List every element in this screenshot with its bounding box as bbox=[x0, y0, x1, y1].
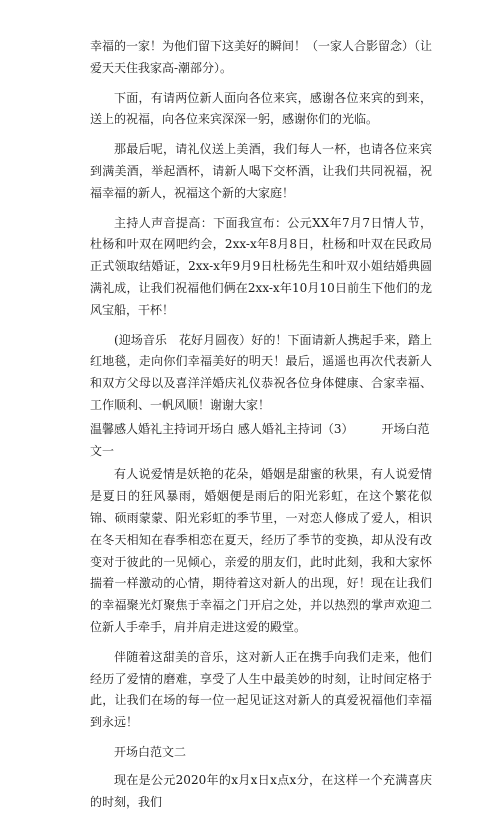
paragraph-family-photo: 幸福的一家！为他们留下这美好的瞬间！（一家人合影留念）（让爱天天住我家高-潮部分）。 bbox=[90, 39, 433, 75]
paragraph-opening-2: 伴随着这甜美的音乐，这对新人正在携手向我们走来，他们经历了爱情的磨难，享受了人生中最美妙的时刻，让时间定格于此，让我们在场的每一位一起见证这对新人的真爱祝福他们幸福到永远！ bbox=[90, 649, 432, 730]
paragraph-opening-1: 有人说爱情是妖艳的花朵，婚姻是甜蜜的秋果，有人说爱情是夏日的狂风暴雨，婚姻便是雨后的阳光彩虹，在这个繁花似锦、硕雨蒙蒙、阳光彩虹的季节里，一对恋人修成了爱人，相识在冬天相知在春季相恋在夏天，经历了季节的变换，却从没有改变对于彼此的一见倾心，亲爱的朋友们，此时此刻，我和大家怀揣着一样激动的心情，期待着这对新人的出现，好！现在让我们的幸福聚光灯聚焦于幸福之门开启之处，并以热烈的掌声欢迎二位新人手牵手，肩并肩走进这爱的殿堂。 bbox=[90, 467, 432, 634]
paragraph-toast: 那最后呢，请礼仪送上美酒，我们每人一杯，也请各位来宾到满美酒，举起酒杯，请新人喝下交杯酒，让我们共同祝福，祝福幸福的新人，祝福这个新的大家庭！ bbox=[90, 142, 432, 200]
paragraph-thank-guests: 下面，有请两位新人面向各位来宾，感谢各位来宾的到来，送上的祝福，向各位来宾深深一躬，感谢你们的光临。 bbox=[90, 90, 432, 127]
heading-subtitle: 开场白范文一 bbox=[90, 421, 430, 458]
section-title-2: 开场白范文二 bbox=[114, 744, 187, 759]
section-heading bbox=[90, 419, 432, 463]
heading-title: 温馨感人婚礼主持词开场白 感人婚礼主持词（3） bbox=[90, 421, 354, 436]
paragraph-announcement: 主持人声音提高：下面我宣布：公元XX年7月7日情人节，杜杨和叶双在网吧约会，2xx-x年8月8日，杜杨和叶双在民政局正式领取结婚证，2xx-x年9月9日杜杨先生和叶双小姐结婚典圆满礼成，让我们祝福他们俩在2xx-x年10月10日前生下他们的龙风宝船，干杯！ bbox=[90, 215, 432, 317]
paragraph-closing: (迎场音乐 花好月圆夜）好的！下面请新人携起手来，踏上红地毯，走向你们幸福美好的明天！最后，遥遥也再次代表新人和双方父母以及喜洋洋婚庆礼仪恭祝各位身体健康、合家幸福、工作顺利、一帆风顺！谢谢大家！ bbox=[90, 332, 432, 412]
paragraph-last: 现在是公元2020年的x月x日x点x分，在这样一个充满喜庆的时刻，我们 bbox=[90, 772, 432, 809]
